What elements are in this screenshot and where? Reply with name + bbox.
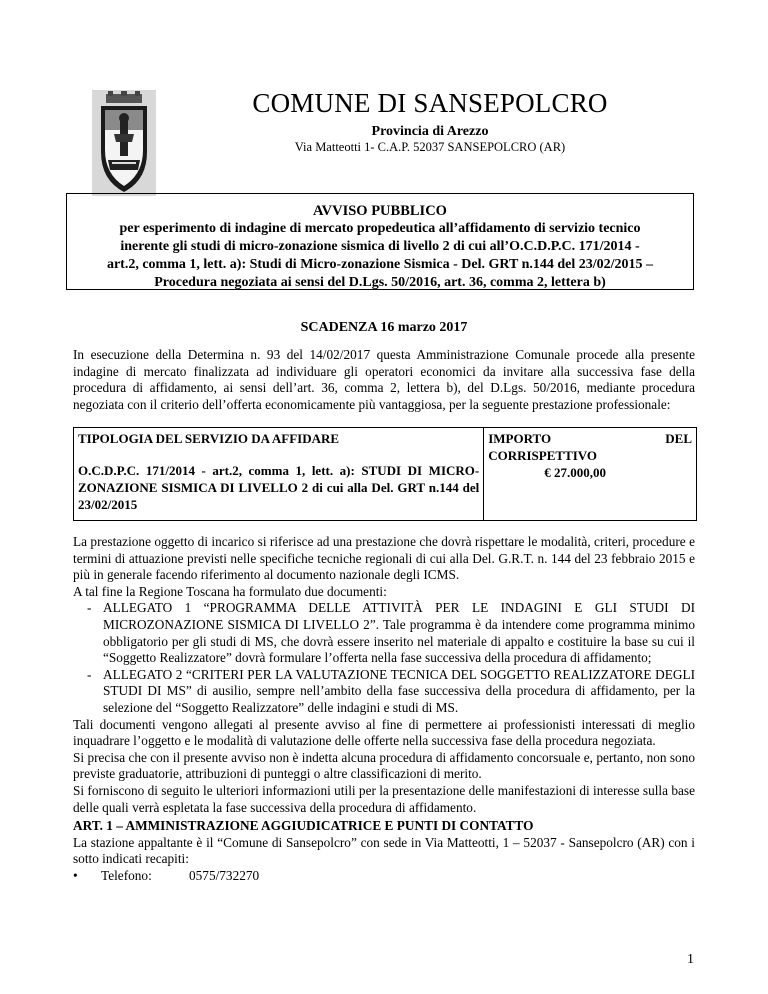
service-column-header: TIPOLOGIA DEL SERVIZIO DA AFFIDARE — [78, 431, 340, 446]
table-row — [74, 428, 697, 521]
article-1-text: La stazione appaltante è il “Comune di Sansepolcro” con sede in Via Matteotti, 1 – 52037 - Sansepolcro (AR) con i sotto indicati recapiti: — [73, 834, 695, 867]
notice-lead: AVVISO PUBBLICO — [313, 203, 447, 219]
article-1-heading: ART. 1 – AMMINISTRAZIONE AGGIUDICATRICE E PUNTI DI CONTATTO — [73, 818, 534, 833]
province-label: Provincia di Arezzo — [371, 124, 489, 139]
list-item-text: ALLEGATO 1 “PROGRAMMA DELLE ATTIVITÀ PER LE INDAGINI E GLI STUDI DI MICROZONAZIONE SISMICA DI LIVELLO 2”. Tale programma è da intendere come programma minimo obbligatorio per gli studi di MS, che dovrà essere inserito nel materiale di appalto e costituire la base su cui il “Soggetto Realizzatore” dovrà formulare l’offerta nella fase successiva della procedura di affidamento; — [103, 600, 695, 666]
service-description: O.C.D.P.C. 171/2014 - art.2, comma 1, lett. a): STUDI DI MICRO-ZONAZIONE SISMICA DI LIVELLO 2 di cui alla Del. GRT n.144 del 23/02/2015 — [78, 463, 480, 512]
article-1-section — [73, 818, 695, 884]
body-paragraph: Si precisa che con il presente avviso non è indetta alcuna procedura di affidamento concorsuale e, pertanto, non sono previste graduatorie, attribuzioni di punteggi o altre classificazioni di merito. — [73, 749, 695, 782]
bullet-icon: • — [73, 867, 78, 883]
contact-row — [73, 868, 695, 885]
notice-line: art.2, comma 1, lett. a): Studi di Micro-zonazione Sismica - Del. GRT n.144 del 23/02/2015 – — [106, 257, 654, 272]
body-paragraph: A tal fine la Regione Toscana ha formulato due documenti: — [73, 583, 387, 599]
deadline-heading: SCADENZA 16 marzo 2017 — [300, 320, 468, 335]
body-paragraph: Tali documenti vengono allegati al presente avviso al fine di permettere ai professionisti interessati di meglio inquadrare l’oggetto e le modalità di valutazione delle offerte nella successiva fase della procedura negoziata. — [73, 716, 695, 749]
sansepolcro-crest-icon — [92, 90, 156, 196]
page-title: COMUNE DI SANSEPOLCRO — [252, 88, 608, 118]
amount-header-del: DEL — [665, 431, 692, 446]
notice-line: inerente gli studi di micro-zonazione sismica di livello 2 di cui all’O.C.D.P.C. 171/2014 - — [120, 239, 640, 254]
body-section — [73, 534, 695, 816]
phone-label: Telefono: — [101, 867, 152, 883]
phone-value: 0575/732270 — [189, 867, 260, 883]
notice-line: Procedura negoziata ai sensi del D.Lgs. 50/2016, art. 36, comma 2, lettera b) — [154, 275, 606, 290]
amount-header-corrispettivo: CORRISPETTIVO — [488, 448, 598, 463]
amount-cell — [484, 428, 697, 521]
amount-header-importo: IMPORTO — [488, 431, 552, 446]
notice-box — [66, 193, 694, 290]
list-item: - ALLEGATO 2 “CRITERI PER LA VALUTAZIONE TECNICA DEL SOGGETTO REALIZZATORE DEGLI STUDI DI MS” di ausilio, sempre nell’ambito della fase successiva della procedura di affidamento, per la selezione del “Soggetto Realizzatore” delle indagini e studi di MS. — [87, 666, 695, 715]
amount-value: € 27.000,00 — [544, 465, 606, 480]
body-paragraph: Si forniscono di seguito le ulteriori informazioni utili per la presentazione delle manifestazioni di interesse sulla base delle quali verrà espletata la fase successiva della procedura di affidamento. — [73, 782, 695, 815]
page-number: 1 — [687, 952, 694, 967]
body-paragraph: La prestazione oggetto di incarico si riferisce ad una prestazione che dovrà rispettare le modalità, criteri, procedure e termini di attuazione previsti nelle specifiche tecniche regionali di cui alla Del. G.R.T. n. 144 del 23 febbraio 2015 e più in generale facendo riferimento al documento nazionale degli ICMS. — [73, 534, 695, 583]
notice-line: per esperimento di indagine di mercato propedeutica all’affidamento di servizio tecnico — [119, 221, 641, 236]
address-label: Via Matteotti 1- C.A.P. 52037 SANSEPOLCRO (AR) — [294, 140, 566, 154]
intro-paragraph: In esecuzione della Determina n. 93 del 14/02/2017 questa Amministrazione Comunale procede alla presente indagine di mercato finalizzata ad individuare gli operatori economici da invitare alla successiva fase della procedura di affidamento, ai sensi dell’art. 36, comma 2, lettera b), del D.Lgs. 50/2016, mediante procedura negoziata con il criterio dell’offerta economicamente più vantaggiosa, per la seguente prestazione professionale: — [73, 347, 695, 412]
service-cell — [74, 428, 484, 521]
list-item-text: ALLEGATO 2 “CRITERI PER LA VALUTAZIONE TECNICA DEL SOGGETTO REALIZZATORE DEGLI STUDI DI MS” di ausilio, sempre nell’ambito della fase successiva della procedura di affidamento, per la selezione del “Soggetto Realizzatore” delle indagini e studi di MS. — [103, 666, 695, 715]
list-item: - ALLEGATO 1 “PROGRAMMA DELLE ATTIVITÀ PER LE INDAGINI E GLI STUDI DI MICROZONAZIONE SISMICA DI LIVELLO 2”. Tale programma è da intendere come programma minimo obbligatorio per gli studi di MS, che dovrà essere inserito nel materiale di appalto e costituire la base su cui il “Soggetto Realizzatore” dovrà formulare l’offerta nella fase successiva della procedura di affidamento; — [87, 600, 695, 666]
service-table — [73, 427, 697, 521]
